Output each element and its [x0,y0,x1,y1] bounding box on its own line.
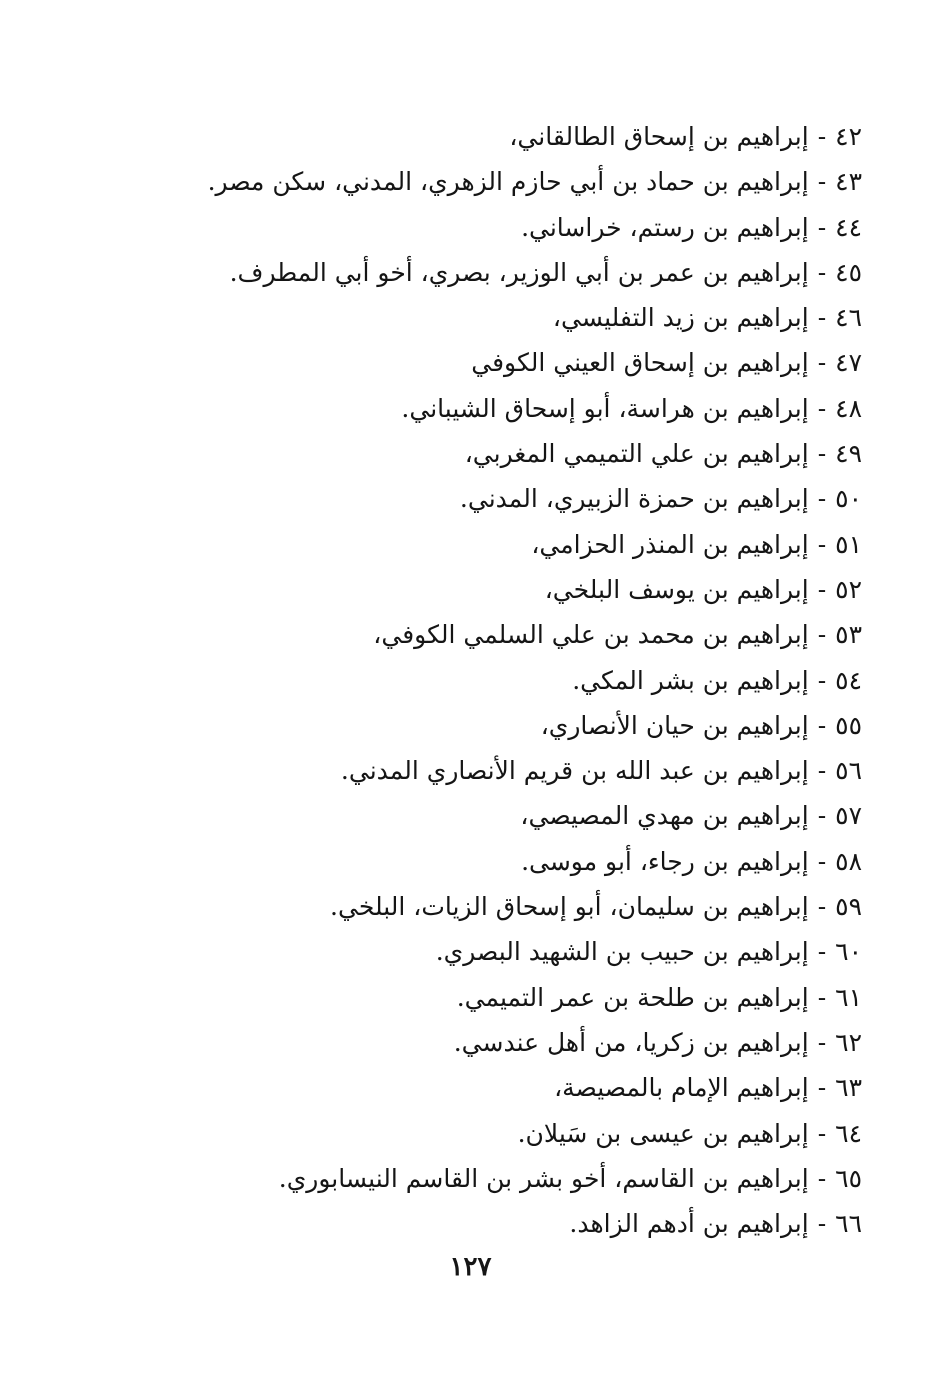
list-item [102,114,862,159]
entry-separator: - [817,439,827,469]
entry-number: ٥٢ [835,574,862,604]
list-item [102,250,862,295]
entry-separator: - [817,801,827,831]
entry-text: إبراهيم بن إسحاق الطالقاني، [509,122,809,151]
list-item [102,386,862,431]
entry-number: ٤٣ [835,167,862,197]
entry-number: ٦٣ [835,1073,862,1103]
entry-text: إبراهيم بن حمزة الزبيري، المدني. [459,484,809,514]
entry-separator: - [817,348,827,378]
entry-separator: - [817,529,827,559]
list-item [102,567,862,612]
entry-text: إبراهيم بن عمر بن أبي الوزير، بصري، أخو أبي المطرف. [229,257,809,287]
list-item [102,1201,862,1246]
entry-separator: - [817,620,827,650]
entry-separator: - [817,937,827,967]
entry-number: ٤٧ [835,348,862,378]
entry-text: إبراهيم بن مهدي المصيصي، [520,801,809,831]
entry-number: ٥٥ [835,710,862,740]
entry-text: إبراهيم بن بشر المكي. [572,665,809,695]
entry-number: ٦٤ [835,1118,862,1148]
list-item [102,431,862,476]
entry-number: ٤٢ [835,122,862,151]
entry-separator: - [817,574,827,604]
page-number: ١٢٧ [449,1252,492,1282]
entry-number: ٦٠ [835,937,862,967]
list-item [102,748,862,793]
list-item [102,612,862,657]
entry-text: إبراهيم بن عبد الله بن قريم الأنصاري المدني. [340,756,809,786]
list-item [102,340,862,385]
list-item [102,1020,862,1065]
entry-separator: - [817,257,827,287]
entry-number: ٦٥ [835,1163,862,1193]
list-item [102,1156,862,1201]
entry-number: ٥٨ [835,846,862,876]
entry-text: إبراهيم بن زكريا، من أهل عندسي. [453,1027,809,1057]
entry-separator: - [817,1073,827,1103]
entry-separator: - [817,1209,827,1239]
list-item [102,929,862,974]
narrator-list [102,114,862,1246]
entry-text: إبراهيم بن محمد بن علي السلمي الكوفي، [373,620,809,650]
list-item [102,839,862,884]
list-item [102,1111,862,1156]
entry-text: إبراهيم بن المنذر الحزامي، [531,529,809,559]
entry-separator: - [817,665,827,695]
entry-number: ٤٤ [835,212,862,242]
entry-separator: - [817,982,827,1012]
entry-number: ٥٧ [835,801,862,831]
entry-number: ٥١ [835,529,862,559]
entry-text: إبراهيم بن أدهم الزاهد. [569,1209,809,1239]
list-item [102,205,862,250]
entry-text: إبراهيم بن إسحاق العيني الكوفي [471,348,809,378]
entry-text: إبراهيم بن هراسة، أبو إسحاق الشيباني. [401,393,809,423]
entry-separator: - [817,212,827,242]
entry-number: ٥٣ [835,620,862,650]
entry-number: ٥٦ [835,756,862,786]
entry-separator: - [817,167,827,197]
entry-text: إبراهيم بن زيد التفليسي، [552,303,809,333]
entry-separator: - [817,1027,827,1057]
entry-separator: - [817,393,827,423]
list-item [102,159,862,204]
entry-separator: - [817,846,827,876]
entry-number: ٤٦ [835,303,862,333]
entry-number: ٦١ [835,982,862,1012]
entry-text: إبراهيم الإمام بالمصيصة، [554,1073,809,1103]
entry-number: ٤٥ [835,257,862,287]
entry-separator: - [817,1118,827,1148]
entry-number: ٥٩ [835,892,862,922]
entry-text: إبراهيم بن حيان الأنصاري، [540,710,809,740]
entry-text: إبراهيم بن القاسم، أخو بشر بن القاسم النيسابوري. [278,1163,809,1193]
entry-text: إبراهيم بن علي التميمي المغربي، [464,439,809,469]
list-item [102,522,862,567]
list-item [102,884,862,929]
entry-text: إبراهيم بن عيسى بن سَيلان. [517,1118,809,1148]
entry-text: إبراهيم بن رستم، خراساني. [521,212,809,242]
entry-separator: - [817,303,827,333]
list-item [102,793,862,838]
entry-separator: - [817,122,827,151]
list-item [102,295,862,340]
entry-text: إبراهيم بن يوسف البلخي، [544,574,809,604]
entry-separator: - [817,484,827,514]
list-item [102,975,862,1020]
list-item [102,703,862,748]
entry-number: ٦٢ [835,1027,862,1057]
entry-text: إبراهيم بن رجاء، أبو موسى. [521,846,809,876]
entry-number: ٥٠ [835,484,862,514]
list-item [102,658,862,703]
entry-text: إبراهيم بن حبيب بن الشهيد البصري. [435,937,809,967]
list-item [102,1065,862,1110]
entry-text: إبراهيم بن حماد بن أبي حازم الزهري، المدني، سكن مصر. [207,167,809,197]
entry-number: ٦٦ [835,1209,862,1239]
entry-separator: - [817,710,827,740]
entry-number: ٥٤ [835,665,862,695]
entry-separator: - [817,1163,827,1193]
entry-separator: - [817,892,827,922]
entry-text: إبراهيم بن سليمان، أبو إسحاق الزيات، البلخي. [330,892,809,922]
entry-text: إبراهيم بن طلحة بن عمر التميمي. [456,982,809,1012]
list-item [102,476,862,521]
entry-separator: - [817,756,827,786]
entry-number: ٤٩ [835,439,862,469]
entry-number: ٤٨ [835,393,862,423]
